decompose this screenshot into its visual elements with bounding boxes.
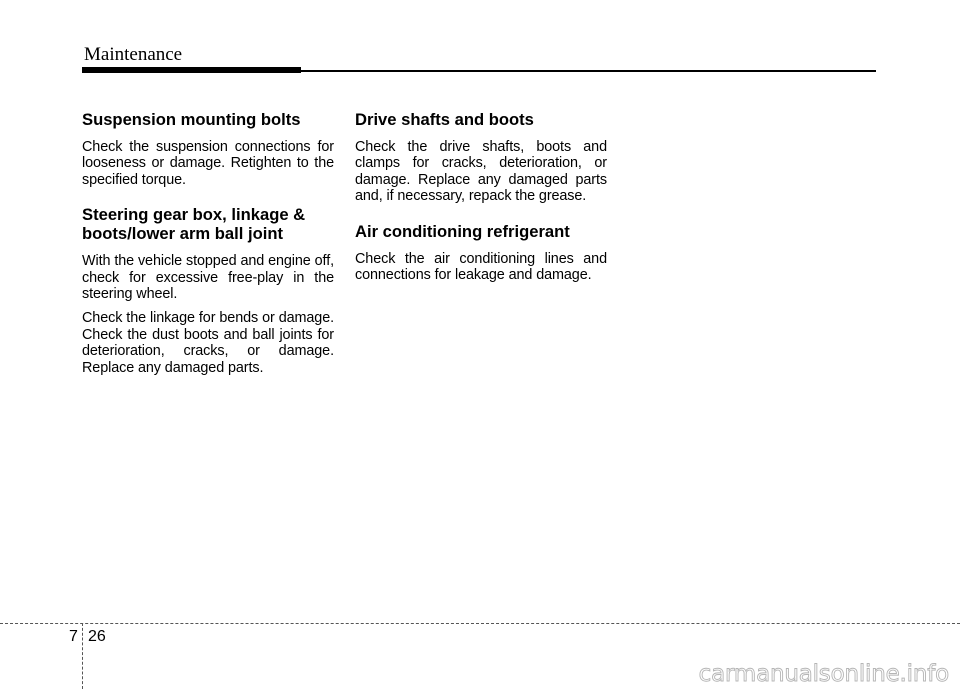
section-air-conditioning-refrigerant: [355, 222, 607, 284]
footer-divider: [0, 623, 960, 624]
paragraph: Check the air conditioning lines and connections for leakage and damage.: [355, 250, 607, 284]
chapter-number: 7: [69, 628, 78, 645]
header-divider-accent: [82, 67, 301, 73]
section-heading: Air conditioning refrigerant: [355, 221, 570, 241]
left-column: [82, 110, 334, 393]
section-heading: Suspension mounting bolts: [82, 110, 301, 129]
watermark: carmanualsonline.info: [698, 661, 949, 687]
section-title: Maintenance: [84, 44, 183, 65]
section-suspension-mounting-bolts: [82, 110, 334, 188]
right-column: [355, 110, 607, 300]
heading-line: Steering gear box, linkage &: [82, 205, 306, 225]
section-heading: Drive shafts and boots: [355, 110, 534, 129]
paragraph: Check the drive shafts, boots and clamps for cracks, deterioration, or damage. Replace any damaged parts and, if necessary, repack the grease.: [355, 139, 607, 205]
section-steering-gear-box: [82, 205, 334, 376]
paragraph: Check the suspension connections for looseness or damage. Retighten to the specified torque.: [82, 139, 334, 188]
footer-vertical-divider: [82, 623, 83, 689]
section-drive-shafts-and-boots: [355, 110, 607, 205]
section-heading: [82, 205, 334, 243]
heading-line: boots/lower arm ball joint: [82, 224, 283, 244]
paragraph: With the vehicle stopped and engine off, check for excessive free-play in the steering wheel.: [82, 253, 334, 303]
page-number: 26: [88, 628, 106, 645]
paragraph: Check the linkage for bends or damage. Check the dust boots and ball joints for deterioration, cracks, or damage. Replace any damaged parts.: [82, 310, 334, 376]
